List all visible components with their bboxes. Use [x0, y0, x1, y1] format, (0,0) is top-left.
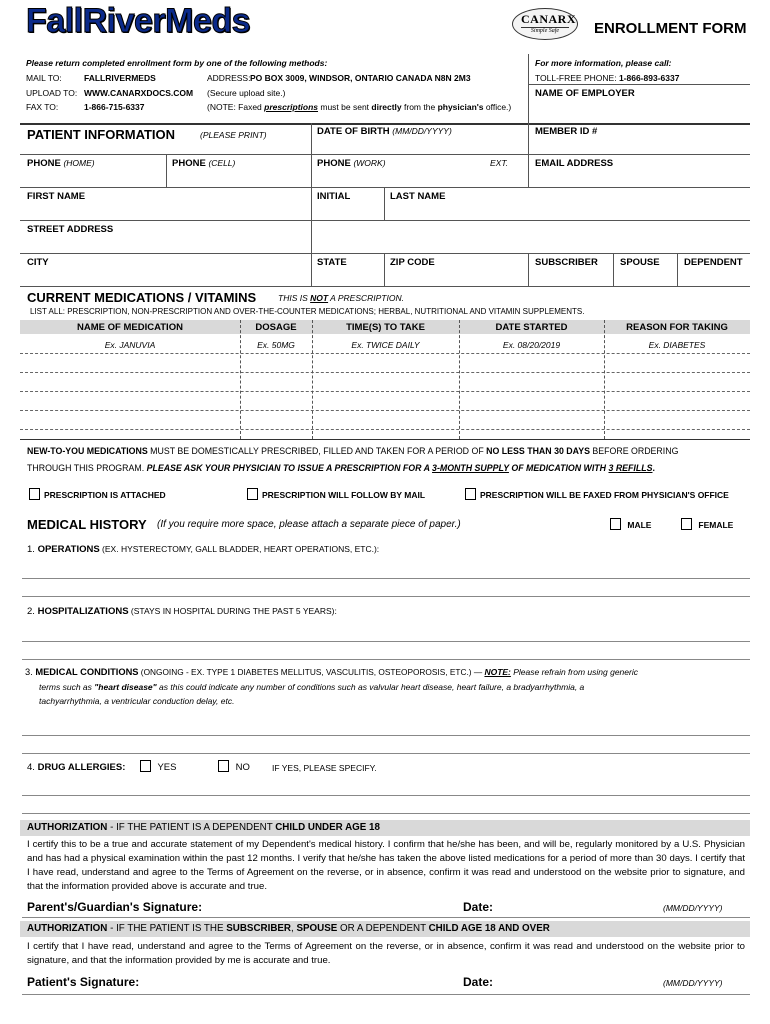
col-medication-name: NAME OF MEDICATION [77, 322, 183, 333]
city-field[interactable]: CITY [27, 257, 49, 268]
list-all-note: LIST ALL: PRESCRIPTION, NON-PRESCRIPTION AND OVER-THE-COUNTER MEDICATIONS; HERBAL, NUTRITIONAL AND VITAMIN SUPPLEMENTS. [30, 307, 585, 316]
fax-note-b2: physician's [437, 102, 484, 112]
allergy-no-option[interactable] [218, 760, 250, 773]
conditions-line[interactable] [22, 753, 750, 754]
example-dosage: Ex. 50MG [257, 340, 295, 350]
fax-note-mid2: from the [401, 102, 438, 112]
auth2-title-b2: SUBSCRIBER [226, 923, 292, 934]
q1-rest: (EX. HYSTERECTOMY, GALL BLADDER, HEART OPERATIONS, ETC.): [99, 544, 380, 554]
example-reason: Ex. DIABETES [648, 340, 706, 350]
col-date-started: DATE STARTED [495, 322, 568, 333]
male-label: MALE [627, 520, 652, 530]
upload-value[interactable]: WWW.CANARXDOCS.COM [84, 88, 194, 98]
mail-label: MAIL TO: [26, 73, 62, 83]
new-meds-8: . [652, 463, 655, 473]
canarx-logo-text: CANARX [521, 12, 576, 26]
new-meds-1: MUST BE DOMESTICALLY PRESCRIBED, FILLED AND TAKEN FOR A PERIOD OF [147, 446, 487, 456]
employer-label[interactable]: NAME OF EMPLOYER [535, 88, 635, 99]
new-meds-b: NEW-TO-YOU MEDICATIONS [27, 446, 148, 456]
new-meds-note-line1 [27, 446, 678, 456]
first-name-field[interactable]: FIRST NAME [27, 191, 86, 202]
q3-conditions [25, 667, 638, 677]
fax-label: FAX TO: [26, 102, 59, 112]
phone-home-sub: (HOME) [63, 158, 95, 168]
upload-label: UPLOAD TO: [26, 88, 78, 98]
new-meds-7: 3 REFILLS [608, 463, 653, 473]
guardian-date-format: (MM/DD/YYYY) [663, 903, 723, 913]
dob-field[interactable] [317, 126, 452, 137]
female-label: FEMALE [698, 520, 734, 530]
not-rx-end: A PRESCRIPTION. [328, 293, 404, 303]
ext-field[interactable]: EXT. [490, 158, 509, 168]
fax-note-b1: directly [371, 102, 402, 112]
new-meds-5: 3-MONTH SUPPLY [432, 463, 509, 473]
rx-fax-option[interactable] [465, 488, 729, 500]
female-option[interactable] [681, 518, 733, 530]
address-label: ADDRESS: [207, 73, 251, 83]
example-medication: Ex. JANUVIA [104, 340, 156, 350]
medication-row[interactable] [20, 391, 750, 392]
male-option[interactable] [610, 518, 651, 530]
q3-line2-pre: terms such as [39, 682, 95, 692]
new-meds-4: PLEASE ASK YOUR PHYSICIAN TO ISSUE A PRESCRIPTION FOR A [146, 463, 433, 473]
dependent-option[interactable]: DEPENDENT [684, 257, 743, 268]
rx-mail-label: PRESCRIPTION WILL FOLLOW BY MAIL [262, 490, 426, 500]
q1-num: 1. [27, 544, 35, 555]
upload-note: (Secure upload site.) [207, 88, 286, 98]
medication-row[interactable] [20, 429, 750, 430]
rx-fax-checkbox[interactable] [465, 488, 476, 500]
col-dosage: DOSAGE [255, 322, 297, 333]
rx-mail-option[interactable] [247, 488, 425, 500]
q3-line3: tachyarrhythmia, a ventricular conduction delay, etc. [39, 696, 235, 706]
auth2-title-b: AUTHORIZATION [27, 923, 108, 934]
auth2-title-mid: - IF THE PATIENT IS THE [107, 923, 227, 934]
col-times: TIME(S) TO TAKE [346, 322, 425, 333]
fax-note-em: prescriptions [264, 102, 319, 112]
not-prescription-note [278, 293, 404, 303]
street-address-field[interactable]: STREET ADDRESS [27, 224, 114, 235]
female-checkbox[interactable] [681, 518, 692, 530]
fax-note-end: office.) [483, 102, 512, 112]
medical-history-note: (If you require more space, please attach a separate piece of paper.) [157, 519, 461, 530]
phone-home-label: PHONE [27, 158, 61, 169]
last-name-field[interactable]: LAST NAME [390, 191, 446, 202]
spouse-option[interactable]: SPOUSE [620, 257, 660, 268]
q3-line2 [39, 682, 584, 692]
tollfree-label: TOLL-FREE PHONE: [535, 73, 617, 83]
allergy-yes-checkbox[interactable] [140, 760, 151, 772]
auth-adult-title [27, 923, 550, 934]
male-checkbox[interactable] [610, 518, 621, 530]
form-title: ENROLLMENT FORM [594, 20, 747, 37]
rx-attached-checkbox[interactable] [29, 488, 40, 500]
allergy-no-label: NO [235, 762, 250, 773]
patient-date-label[interactable]: Date: [463, 975, 494, 989]
hospitalizations-line[interactable] [22, 659, 750, 660]
phone-cell-field[interactable] [172, 158, 235, 169]
info-note: For more information, please call: [535, 58, 672, 68]
member-id-field[interactable]: MEMBER ID # [535, 126, 598, 137]
auth1-title-b: AUTHORIZATION [27, 822, 108, 833]
patient-info-heading: PATIENT INFORMATION [27, 127, 176, 142]
auth2-title-b3: SPOUSE [296, 923, 338, 934]
q4-num: 4. [27, 762, 35, 773]
new-meds-note-line2 [27, 463, 655, 473]
hospitalizations-line[interactable] [22, 641, 750, 642]
dob-format: (MM/DD/YYYY) [392, 126, 452, 136]
conditions-line[interactable] [22, 735, 750, 736]
q2-hospitalizations [27, 606, 337, 617]
canarx-logo-sub: Simple Safe [530, 28, 560, 34]
q3-rest: (ONGOING - EX. TYPE 1 DIABETES MELLITUS, VASCULITIS, OSTEOPOROSIS, ETC.) — [138, 667, 485, 677]
phone-work-field[interactable] [317, 158, 386, 169]
new-meds-2: BEFORE ORDERING [589, 446, 679, 456]
allergy-specify: IF YES, PLEASE SPECIFY. [272, 763, 377, 773]
q2-num: 2. [27, 606, 35, 617]
fax-value: 1-866-715-6337 [84, 102, 145, 112]
return-note: Please return completed enrollment form by one of the following methods: [26, 58, 328, 68]
q3-label: MEDICAL CONDITIONS [35, 667, 139, 677]
allergies-line[interactable] [22, 795, 750, 796]
patient-signature-label[interactable]: Patient's Signature: [27, 975, 140, 989]
phone-work-label: PHONE [317, 158, 351, 169]
brand-logo-text: FallRiverMeds [26, 2, 251, 40]
canarx-logo [512, 8, 578, 40]
rx-attached-option[interactable] [29, 488, 166, 500]
auth2-title-b4: CHILD AGE 18 AND OVER [428, 923, 550, 934]
q3-note-label: NOTE: [484, 667, 511, 677]
medication-row[interactable] [20, 410, 750, 411]
patient-info-note: (PLEASE PRINT) [200, 130, 267, 140]
medical-history-heading: MEDICAL HISTORY [27, 517, 147, 532]
allergy-yes-label: YES [157, 762, 177, 773]
guardian-signature-label[interactable]: Parent's/Guardian's Signature: [27, 900, 203, 914]
new-meds-b2: NO LESS THAN 30 DAYS [486, 446, 590, 456]
auth-adult-text: I certify that I have read, understand and agree to the Terms of Agreement on the reverse, or in absence, confirm it was read and understood on the website prior to signature, and that the information provided by me is accurate and true. [27, 941, 745, 966]
auth1-title-mid: - IF THE PATIENT IS A DEPENDENT [107, 822, 276, 833]
q2-label: HOSPITALIZATIONS [37, 606, 129, 617]
phone-cell-sub: (CELL) [208, 158, 236, 168]
col-reason: REASON FOR TAKING [626, 322, 728, 333]
auth-child-text: I certify this to be a true and accurate statement of my Dependent's medical history. I confirm that he/she has been, and will be, regularly monitored by a U.S. Physician and has had a physical examination within the past 12 months. I verify that he/she has taken the above listed medications for a period of more than 30 days. I certify that I have read, understand and agree to the Terms of Agreement on the reverse, or in absence, confirm it was read and understood on the website prior to signature, and that the information provided above is accurate and true. [27, 839, 745, 892]
auth1-title-b2: CHILD UNDER AGE 18 [275, 822, 380, 833]
phone-home-field[interactable] [27, 158, 95, 169]
example-date: Ex. 08/20/2019 [502, 340, 561, 350]
new-meds-3: THROUGH THIS PROGRAM. [27, 463, 145, 473]
q2-rest: (STAYS IN HOSPITAL DURING THE PAST 5 YEARS): [128, 606, 337, 616]
rx-mail-checkbox[interactable] [247, 488, 258, 500]
allergy-yes-option[interactable] [140, 760, 176, 773]
zip-field[interactable]: ZIP CODE [390, 257, 435, 268]
fax-note-mid: must be sent [318, 102, 372, 112]
tollfree-phone [535, 73, 679, 83]
subscriber-option[interactable]: SUBSCRIBER [535, 257, 598, 268]
allergy-no-checkbox[interactable] [218, 760, 229, 772]
q3-line2-rest: as this could indicate any number of conditions such as valvular heart disease, heart failure, a bradyarrhythmia, a [156, 682, 585, 692]
q3-num: 3. [25, 667, 33, 677]
phone-work-sub: (WORK) [353, 158, 386, 168]
q1-label: OPERATIONS [37, 544, 100, 555]
q3-note-text: Please refrain from using generic [510, 667, 638, 677]
example-times: Ex. TWICE DAILY [351, 340, 420, 350]
operations-line[interactable] [22, 596, 750, 597]
not-rx-pre: THIS IS [278, 293, 311, 303]
fax-note-pre: (NOTE: Faxed [207, 102, 265, 112]
auth2-title-mid3: OR A DEPENDENT [337, 923, 429, 934]
email-field[interactable]: EMAIL ADDRESS [535, 158, 614, 169]
q1-operations [27, 544, 379, 555]
operations-line[interactable] [22, 578, 750, 579]
medication-row[interactable] [20, 372, 750, 373]
dob-label: DATE OF BIRTH [317, 126, 390, 137]
patient-date-format: (MM/DD/YYYY) [663, 978, 723, 988]
phone-cell-label: PHONE [172, 158, 206, 169]
medications-heading: CURRENT MEDICATIONS / VITAMINS [27, 290, 257, 305]
initial-field[interactable]: INITIAL [317, 191, 351, 202]
q4-allergies [27, 762, 125, 773]
q3-line2-b: "heart disease" [94, 682, 157, 692]
rx-attached-label: PRESCRIPTION IS ATTACHED [44, 490, 166, 500]
auth-child-title [27, 822, 380, 833]
mail-value: FALLRIVERMEDS [84, 73, 156, 83]
state-field[interactable]: STATE [317, 257, 347, 268]
not-rx-em: NOT [310, 293, 329, 303]
q4-label: DRUG ALLERGIES: [37, 762, 126, 773]
fax-note [207, 102, 511, 112]
allergies-line[interactable] [22, 813, 750, 814]
auth2-title-mid2: , [291, 923, 297, 934]
rx-fax-label: PRESCRIPTION WILL BE FAXED FROM PHYSICIAN'S OFFICE [480, 490, 729, 500]
address-value: PO BOX 3009, WINDSOR, ONTARIO CANADA N8N 2M3 [250, 73, 471, 83]
new-meds-6: OF MEDICATION WITH [508, 463, 609, 473]
guardian-date-label[interactable]: Date: [463, 900, 494, 914]
tollfree-value: 1-866-893-6337 [618, 73, 680, 83]
